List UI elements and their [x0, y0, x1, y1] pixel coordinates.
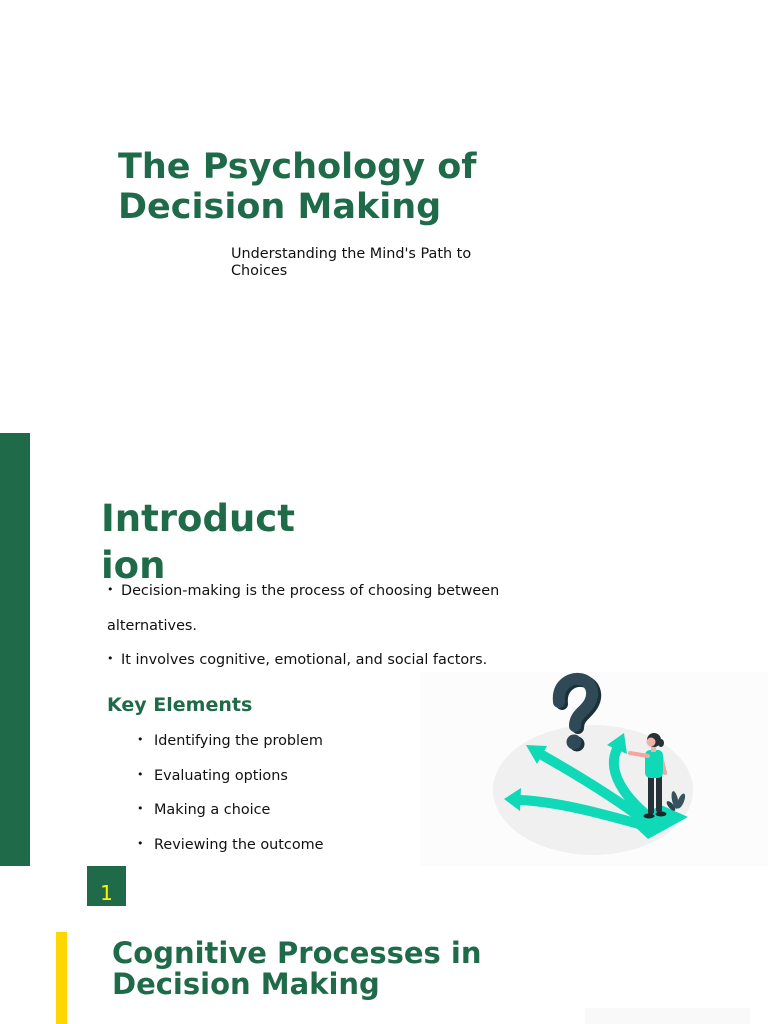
person-leg-right	[656, 775, 662, 812]
introduction-bullet-list	[107, 574, 512, 678]
question-mark-dot	[567, 735, 582, 750]
person-ponytail	[658, 739, 664, 747]
introduction-heading: Introduction	[101, 497, 295, 587]
person-leg-left	[648, 775, 654, 814]
cognitive-processes-heading: Cognitive Processes in Decision Making	[112, 936, 482, 1001]
presentation-subtitle: Understanding the Mind's Path to Choices	[231, 246, 472, 279]
introduction-slide	[0, 432, 768, 864]
key-element-item: • Making a choice	[137, 793, 437, 828]
cognitive-processes-slide	[0, 864, 768, 1024]
left-accent-bar	[0, 433, 30, 866]
key-element-item: • Identifying the problem	[137, 724, 437, 759]
person-shoe-right	[656, 812, 667, 817]
intro-bullet: • It involves cognitive, emotional, and social factors.	[107, 643, 512, 678]
presentation-title: The Psychology of Decision Making	[118, 147, 477, 227]
title-slide	[0, 0, 768, 432]
key-elements-list	[137, 724, 437, 862]
person-shoe-left	[644, 814, 655, 819]
key-element-item: • Reviewing the outcome	[137, 828, 437, 863]
key-element-item: • Evaluating options	[137, 759, 437, 794]
person-at-crossroads-illustration	[420, 672, 768, 866]
key-elements-heading: Key Elements	[107, 694, 253, 716]
person-face	[647, 738, 656, 747]
slide-3-image-placeholder	[585, 1008, 750, 1024]
illustration-frame	[420, 672, 768, 866]
yellow-accent-bar	[56, 932, 67, 1024]
intro-bullet: • Decision-making is the process of choosing between alternatives.	[107, 574, 512, 643]
section-number-badge: 1	[87, 866, 126, 906]
